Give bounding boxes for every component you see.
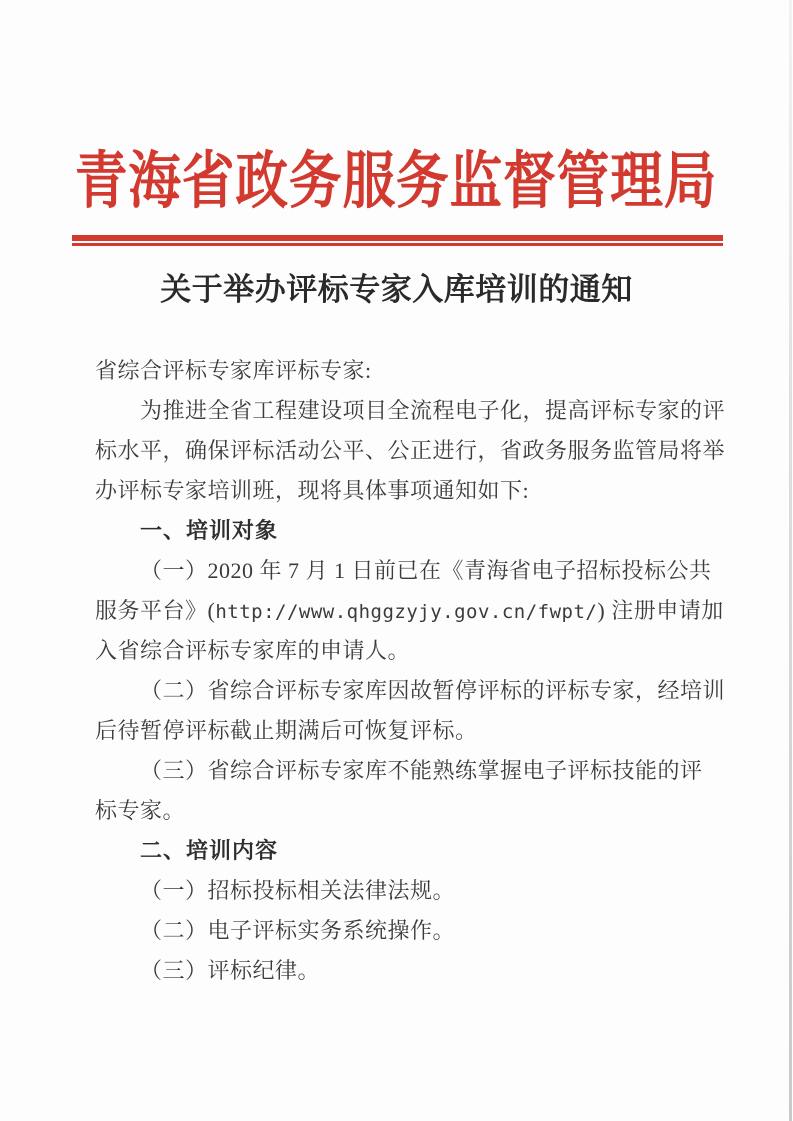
notice-title: 关于举办评标专家入库培训的通知 [160,272,633,307]
body-line: （一）招标投标相关法律法规。 [140,878,456,903]
letterhead-org-name: 青海省政务服务监督管理局 [75,148,718,216]
body-line: （一）2020 年 7 月 1 日前已在《青海省电子招标投标公共 [140,558,712,583]
body-line: 后待暂停评标截止期满后可恢复评标。 [95,718,478,743]
page-edge-shadow [789,0,792,1121]
body-line: 办评标专家培训班，现将具体事项通知如下: [95,478,530,503]
body-line-with-url [95,591,727,631]
letterhead [0,145,793,235]
body-line: 为推进全省工程建设项目全流程电子化，提高评标专家的评 [140,398,726,423]
body-line: 标专家。 [95,798,186,823]
body-line: （二）省综合评标专家库因故暂停评标的评标专家，经培训 [140,678,726,703]
body-line: （二）电子评标实务系统操作。 [140,918,456,943]
notice-body [95,351,727,991]
body-line: 标水平，确保评标活动公平、公正进行，省政务服务监管局将举 [95,438,726,463]
body-line: （三）省综合评标专家库不能熟练掌握电子评标技能的评 [140,758,703,783]
platform-url-text: http://www.qhggzyjy.gov.cn/fwpt/ [215,601,598,623]
url-line-suffix: ) 注册申请加 [597,598,724,623]
section-heading-training-content: 二、培训内容 [140,838,279,863]
letterhead-double-rule [72,235,723,246]
body-line: 入省综合评标专家库的申请人。 [95,638,411,663]
url-line-prefix: 服务平台》( [95,598,216,623]
salutation-line: 省综合评标专家库评标专家: [95,358,372,383]
body-line: （三）评标纪律。 [140,958,321,983]
section-heading-training-targets: 一、培训对象 [140,518,279,543]
